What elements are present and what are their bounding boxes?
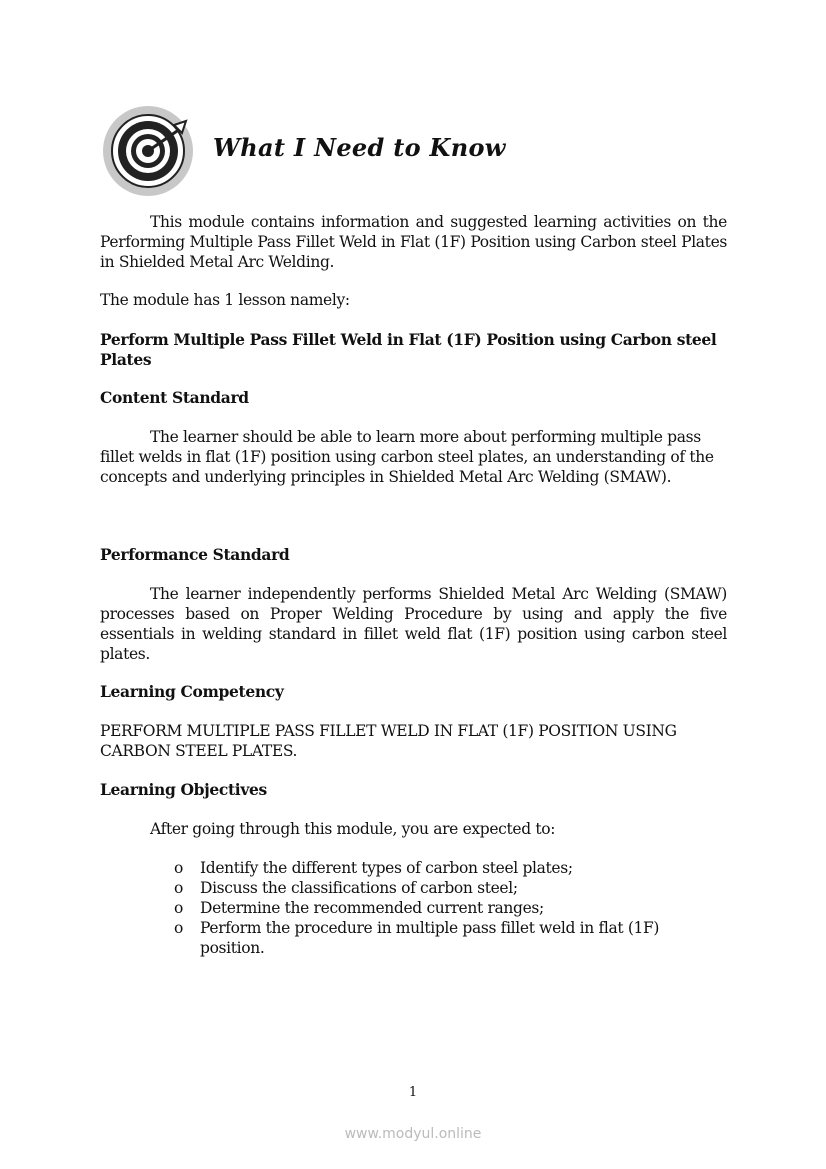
intro-paragraph: This module contains information and suggested learning activities on the Performing Multiple Pass Fillet Weld in Flat (1F) Position using Carbon steel Plates in Shielded Metal Arc Welding. [100, 213, 727, 271]
list-item: o Determine the recommended current ranges; [174, 899, 544, 917]
learning-objectives-intro: After going through this module, you are expected to: [150, 820, 556, 838]
learning-objectives-heading: Learning Objectives [100, 780, 267, 799]
list-item: o Perform the procedure in multiple pass fillet weld in flat (1F) position. [174, 919, 660, 957]
learning-competency-text: PERFORM MULTIPLE PASS FILLET WELD IN FLAT (1F) POSITION USING CARBON STEEL PLATES. [100, 722, 677, 760]
content-standard-heading: Content Standard [100, 388, 249, 407]
watermark: www.modyul.online [344, 1126, 482, 1142]
learning-competency-heading: Learning Competency [100, 682, 284, 701]
bullet-icon: o [174, 859, 183, 877]
page-title: What I Need to Know [213, 133, 506, 162]
target-icon [102, 105, 194, 201]
lesson-title: Perform Multiple Pass Fillet Weld in Flat (1F) Position using Carbon steel Plates [100, 330, 717, 369]
content-standard-text: The learner should be able to learn more about performing multiple pass fillet welds in flat (1F) position using carbon steel plates, an understanding of the concepts and underlying principles in Shielded Metal Arc Welding (SMAW). [100, 428, 714, 486]
bullet-icon: o [174, 899, 183, 917]
bullet-icon: o [174, 919, 183, 937]
list-item: o Discuss the classifications of carbon steel; [174, 879, 518, 897]
performance-standard-text: The learner independently performs Shielded Metal Arc Welding (SMAW) processes based on Proper Welding Procedure by using and apply the five essentials in welding standard in fillet weld flat (1F) position using carbon steel plates. [100, 585, 727, 663]
objectives-list [100, 858, 700, 958]
bullet-icon: o [174, 879, 183, 897]
list-item: o Identify the different types of carbon steel plates; [174, 859, 573, 877]
page-number: 1 [408, 1085, 418, 1100]
performance-standard-heading: Performance Standard [100, 545, 290, 564]
lesson-intro: The module has 1 lesson namely: [100, 291, 350, 309]
